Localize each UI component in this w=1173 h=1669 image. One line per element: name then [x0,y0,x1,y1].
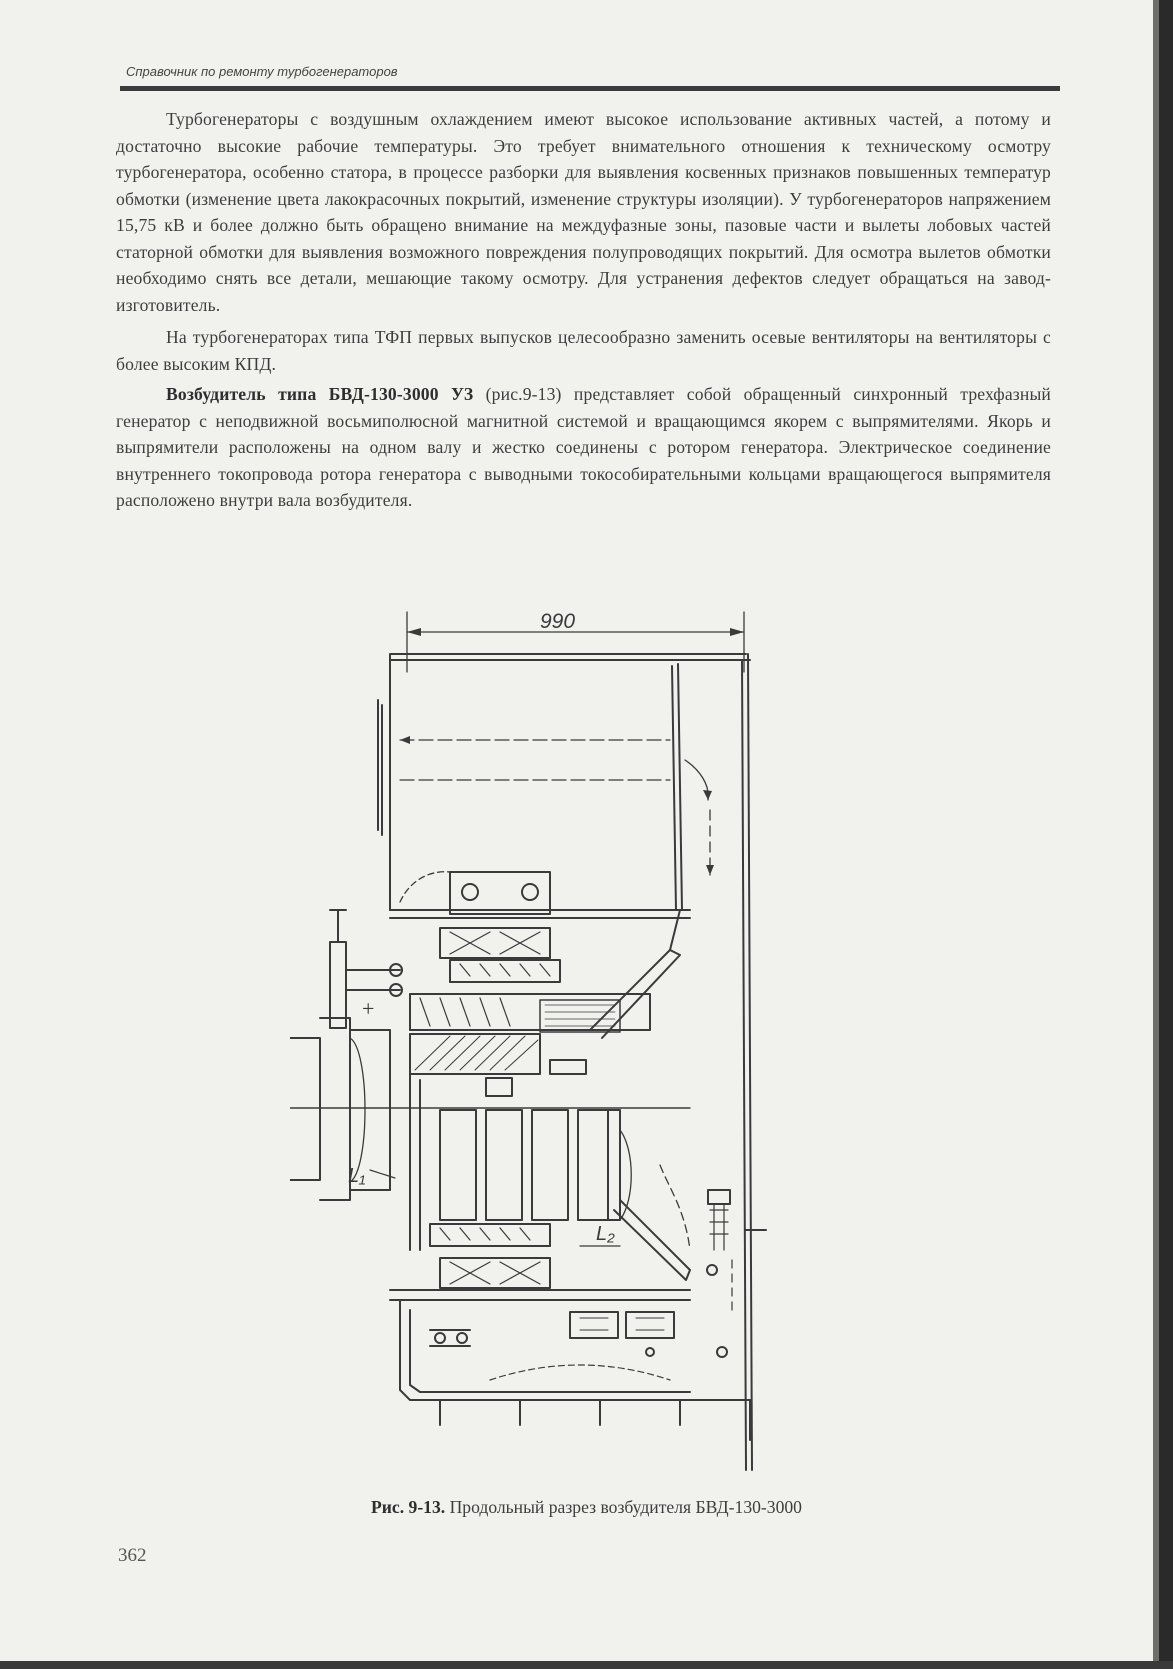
exciter-description: (рис.9-13) представляет собой обращенный синхронный трехфазный генератор с неподвижной восьмиполюсной магнитной системой и вращающимся якорем с выпрямителями. Якорь и выпрямители расположены на одном валу и жестко соединены с ротором генератора. Электрическое соединение внутреннего токопровода ротора генератора с выводными токособирательными кольцами вращающегося выпрямителя расположено внутри вала возбудителя. [116,384,1052,510]
figure-caption [0,1497,1173,1518]
page-number: 362 [118,1545,147,1566]
exciter-cross-section-drawing [290,610,850,1510]
label-l1: L₁ [348,1165,366,1187]
figure-exciter-section [290,610,850,1510]
paragraph-exciter [116,381,1051,514]
running-header: Справочник по ремонту турбогенераторов [126,64,398,79]
dimension-label-990: 990 [540,610,576,633]
paragraph-air-cooling: Турбогенераторы с воздушным охлаждением имеют высокое использование активных частей, а потому и достаточно высокие рабочие температуры. Это требует внимательного отношения к техническому осмотру турбогенератора, особенно статора, в процессе разборки для выявления косвенных признаков повышенных температур обмотки (изменение цвета лакокрасочных покрытий, изменение структуры изоляции). У турбогенераторов напряжением 15,75 кВ и более должно быть обращено внимание на междуфазные зоны, пазовые части и вылеты лобовых частей статорной обмотки для выявления возможного повреждения полупроводящих покрытий. Для осмотра вылетов обмотки необходимо снять все детали, мешающие такому осмотру. Для устранения дефектов следует обращаться на завод-изготовитель. [116,109,1051,315]
header-rule [120,86,1060,91]
label-l2: L₂ [596,1223,615,1245]
bottom-edge [0,1661,1173,1669]
paragraph-tfp-fans: На турбогенераторах типа ТФП первых выпусков целесообразно заменить осевые вентиляторы на вентиляторы с более высоким КПД. [116,327,1051,374]
label-plus: + [362,996,375,1021]
figure-caption-text: Продольный разрез возбудителя БВД-130-3000 [445,1497,802,1517]
exciter-type-heading: Возбудитель типа БВД-130-3000 УЗ [166,384,474,404]
binding-edge [1159,0,1173,1669]
body-text [116,106,1051,518]
figure-number: Рис. 9-13. [371,1497,446,1517]
binding-edge-shadow [1153,0,1159,1669]
